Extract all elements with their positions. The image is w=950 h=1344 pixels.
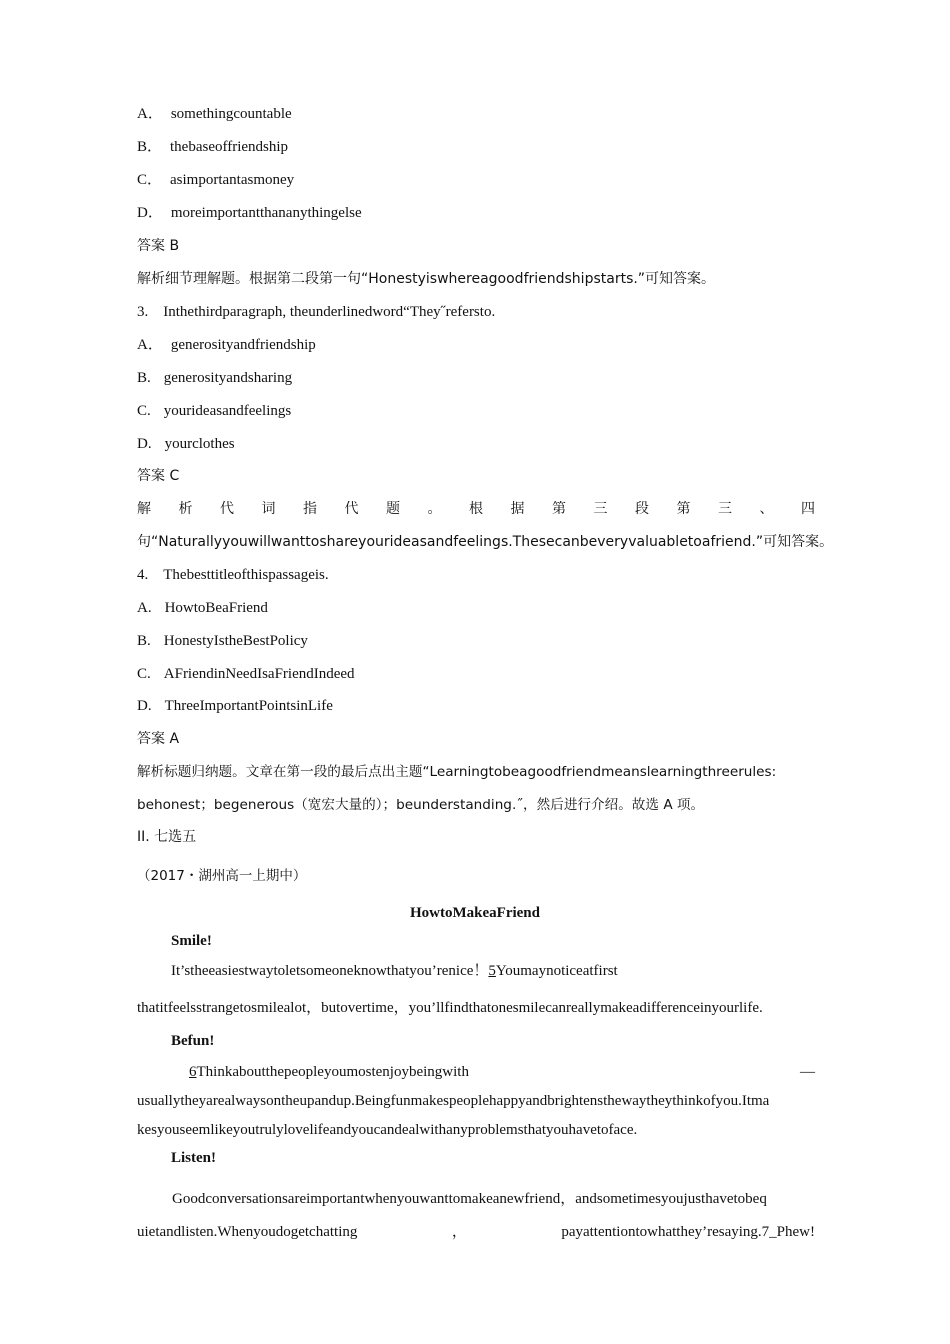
option-text: AFriendinNeedIsaFriendIndeed — [163, 666, 355, 682]
q4-analysis-line1: 解析标题归纳题。文章在第一段的最后点出主题“Learningtobeagoodfriendmeanslearningthreerules: — [137, 764, 777, 780]
analysis-char: 根 — [469, 501, 483, 517]
analysis-char: 三 — [593, 501, 608, 517]
option-letter: B. — [137, 370, 151, 386]
paragraph-1-line-1 — [171, 960, 815, 982]
paragraph-3-line-1: Goodconversationsareimportantwhenyouwanttomakeanewfriend，andsometimesyoujusthavetobeq — [172, 1191, 767, 1207]
option-text: asimportantasmoney — [170, 172, 295, 188]
analysis-char: 段 — [635, 501, 649, 517]
analysis-char: 代 — [220, 501, 234, 517]
q3-option-d — [137, 433, 815, 455]
option-text: generosityandsharing — [163, 370, 293, 386]
q4-analysis-line2: behonest；begenerous（宽宏大量的）；beunderstanding.˝，然后进行介绍。故选 A 项。 — [137, 797, 705, 813]
option-letter: A． — [137, 106, 163, 122]
heading-listen: Listen! — [171, 1150, 216, 1166]
option-letter: C. — [137, 403, 151, 419]
option-text: generosityandfriendship — [170, 337, 316, 353]
paragraph-2-line-1 — [189, 1061, 815, 1083]
paragraph-2-line-2: usuallytheyarealwaysontheupandup.Beingfunmakespeoplehappyandbrightensthewaytheythinkofyou.Itma — [137, 1093, 770, 1109]
option-letter: C． — [137, 172, 163, 188]
option-letter: C. — [137, 666, 151, 682]
analysis-char: 第 — [676, 501, 691, 517]
analysis-char: 三 — [718, 501, 732, 517]
analysis-char: 代 — [344, 501, 359, 517]
heading-smile: Smile! — [171, 933, 212, 949]
option-letter: D. — [137, 436, 152, 452]
q2-analysis: 解析细节理解题。根据第二段第一句“Honestyiswhereagoodfriendshipstarts.”可知答案。 — [137, 271, 716, 287]
analysis-char: 四 — [801, 501, 815, 517]
q4-option-a — [137, 597, 815, 619]
paragraph-3-line-2 — [137, 1221, 815, 1243]
option-text: ThreeImportantPointsinLife — [164, 698, 333, 714]
analysis-char: 、 — [759, 501, 774, 517]
paragraph-text: ， — [451, 1224, 467, 1240]
analysis-char: 。 — [427, 501, 442, 517]
q4-option-d — [137, 695, 815, 717]
q2-option-b — [137, 136, 815, 158]
heading-befun: Befun! — [171, 1033, 215, 1049]
option-text: HowtoBeaFriend — [164, 600, 268, 616]
blank-number: 5 — [488, 963, 496, 979]
paragraph-text: Youmaynoticeatfirst — [495, 963, 618, 979]
analysis-char: 解 — [137, 501, 151, 517]
paragraph-text: It’stheeasiestwaytoletsomeoneknowthatyou’renice！ — [171, 963, 489, 979]
analysis-char: 词 — [261, 501, 276, 517]
option-text: yourideasandfeelings — [163, 403, 292, 419]
q2-option-c — [137, 169, 815, 191]
q3-option-a — [137, 334, 815, 356]
blank-number: 6 — [189, 1064, 197, 1080]
option-letter: D. — [137, 698, 152, 714]
q3-option-c — [137, 400, 815, 422]
option-letter: B． — [137, 139, 163, 155]
q4-question: 4. Thebesttitleofthispassageis. — [137, 567, 329, 583]
analysis-char: 指 — [303, 501, 317, 517]
option-letter: B. — [137, 633, 151, 649]
paragraph-2-line-3: kesyouseemlikeyoutrulylovelifeandyoucandealwithanyproblemsthatyouhavetoface. — [137, 1122, 638, 1138]
passage-title: HowtoMakeaFriend — [410, 905, 540, 921]
dash: — — [800, 1064, 815, 1080]
option-text: yourclothes — [164, 436, 235, 452]
q2-option-a — [137, 103, 815, 125]
analysis-char: 析 — [178, 501, 193, 517]
q3-analysis-line2: 句“Naturallyyouwillwanttoshareyourideasandfeelings.Thesecanbeveryvaluabletoafriend.”可知答案。 — [137, 534, 834, 550]
option-text: thebaseoffriendship — [170, 139, 289, 155]
paragraph-text: uietandlisten.Whenyoudogetchatting — [137, 1224, 358, 1240]
q4-option-b — [137, 630, 815, 652]
analysis-char: 据 — [510, 501, 525, 517]
option-text: somethingcountable — [170, 106, 292, 122]
option-letter: A． — [137, 337, 163, 353]
q3-answer: 答案 C — [137, 468, 180, 484]
q4-answer: 答案 A — [137, 731, 180, 747]
q3-question: 3. Inthethirdparagraph, theunderlinedword“They˝refersto. — [137, 304, 496, 320]
analysis-char: 题 — [386, 501, 400, 517]
paragraph-text: payattentiontowhatthey’resaying.7_Phew! — [561, 1224, 815, 1240]
option-letter: A. — [137, 600, 152, 616]
analysis-char: 第 — [552, 501, 566, 517]
q2-option-d — [137, 202, 815, 224]
option-text: moreimportantthananythingelse — [170, 205, 362, 221]
q3-analysis-line1 — [137, 498, 815, 520]
section-heading: II. 七选五 — [137, 829, 197, 845]
paragraph-text: Thinkaboutthepeopleyoumostenjoybeingwith — [196, 1064, 469, 1080]
section-source: （2017・湖州高一上期中） — [137, 868, 307, 884]
paragraph-1-line-2: thatitfeelsstrangetosmilealot，butovertime，you’llfindthatonesmilecanreallymakeadifferenceinyourlife. — [137, 1000, 763, 1016]
option-text: HonestyIstheBestPolicy — [163, 633, 308, 649]
q3-option-b — [137, 367, 815, 389]
option-letter: D． — [137, 205, 163, 221]
q4-option-c — [137, 663, 815, 685]
q2-answer: 答案 B — [137, 238, 180, 254]
